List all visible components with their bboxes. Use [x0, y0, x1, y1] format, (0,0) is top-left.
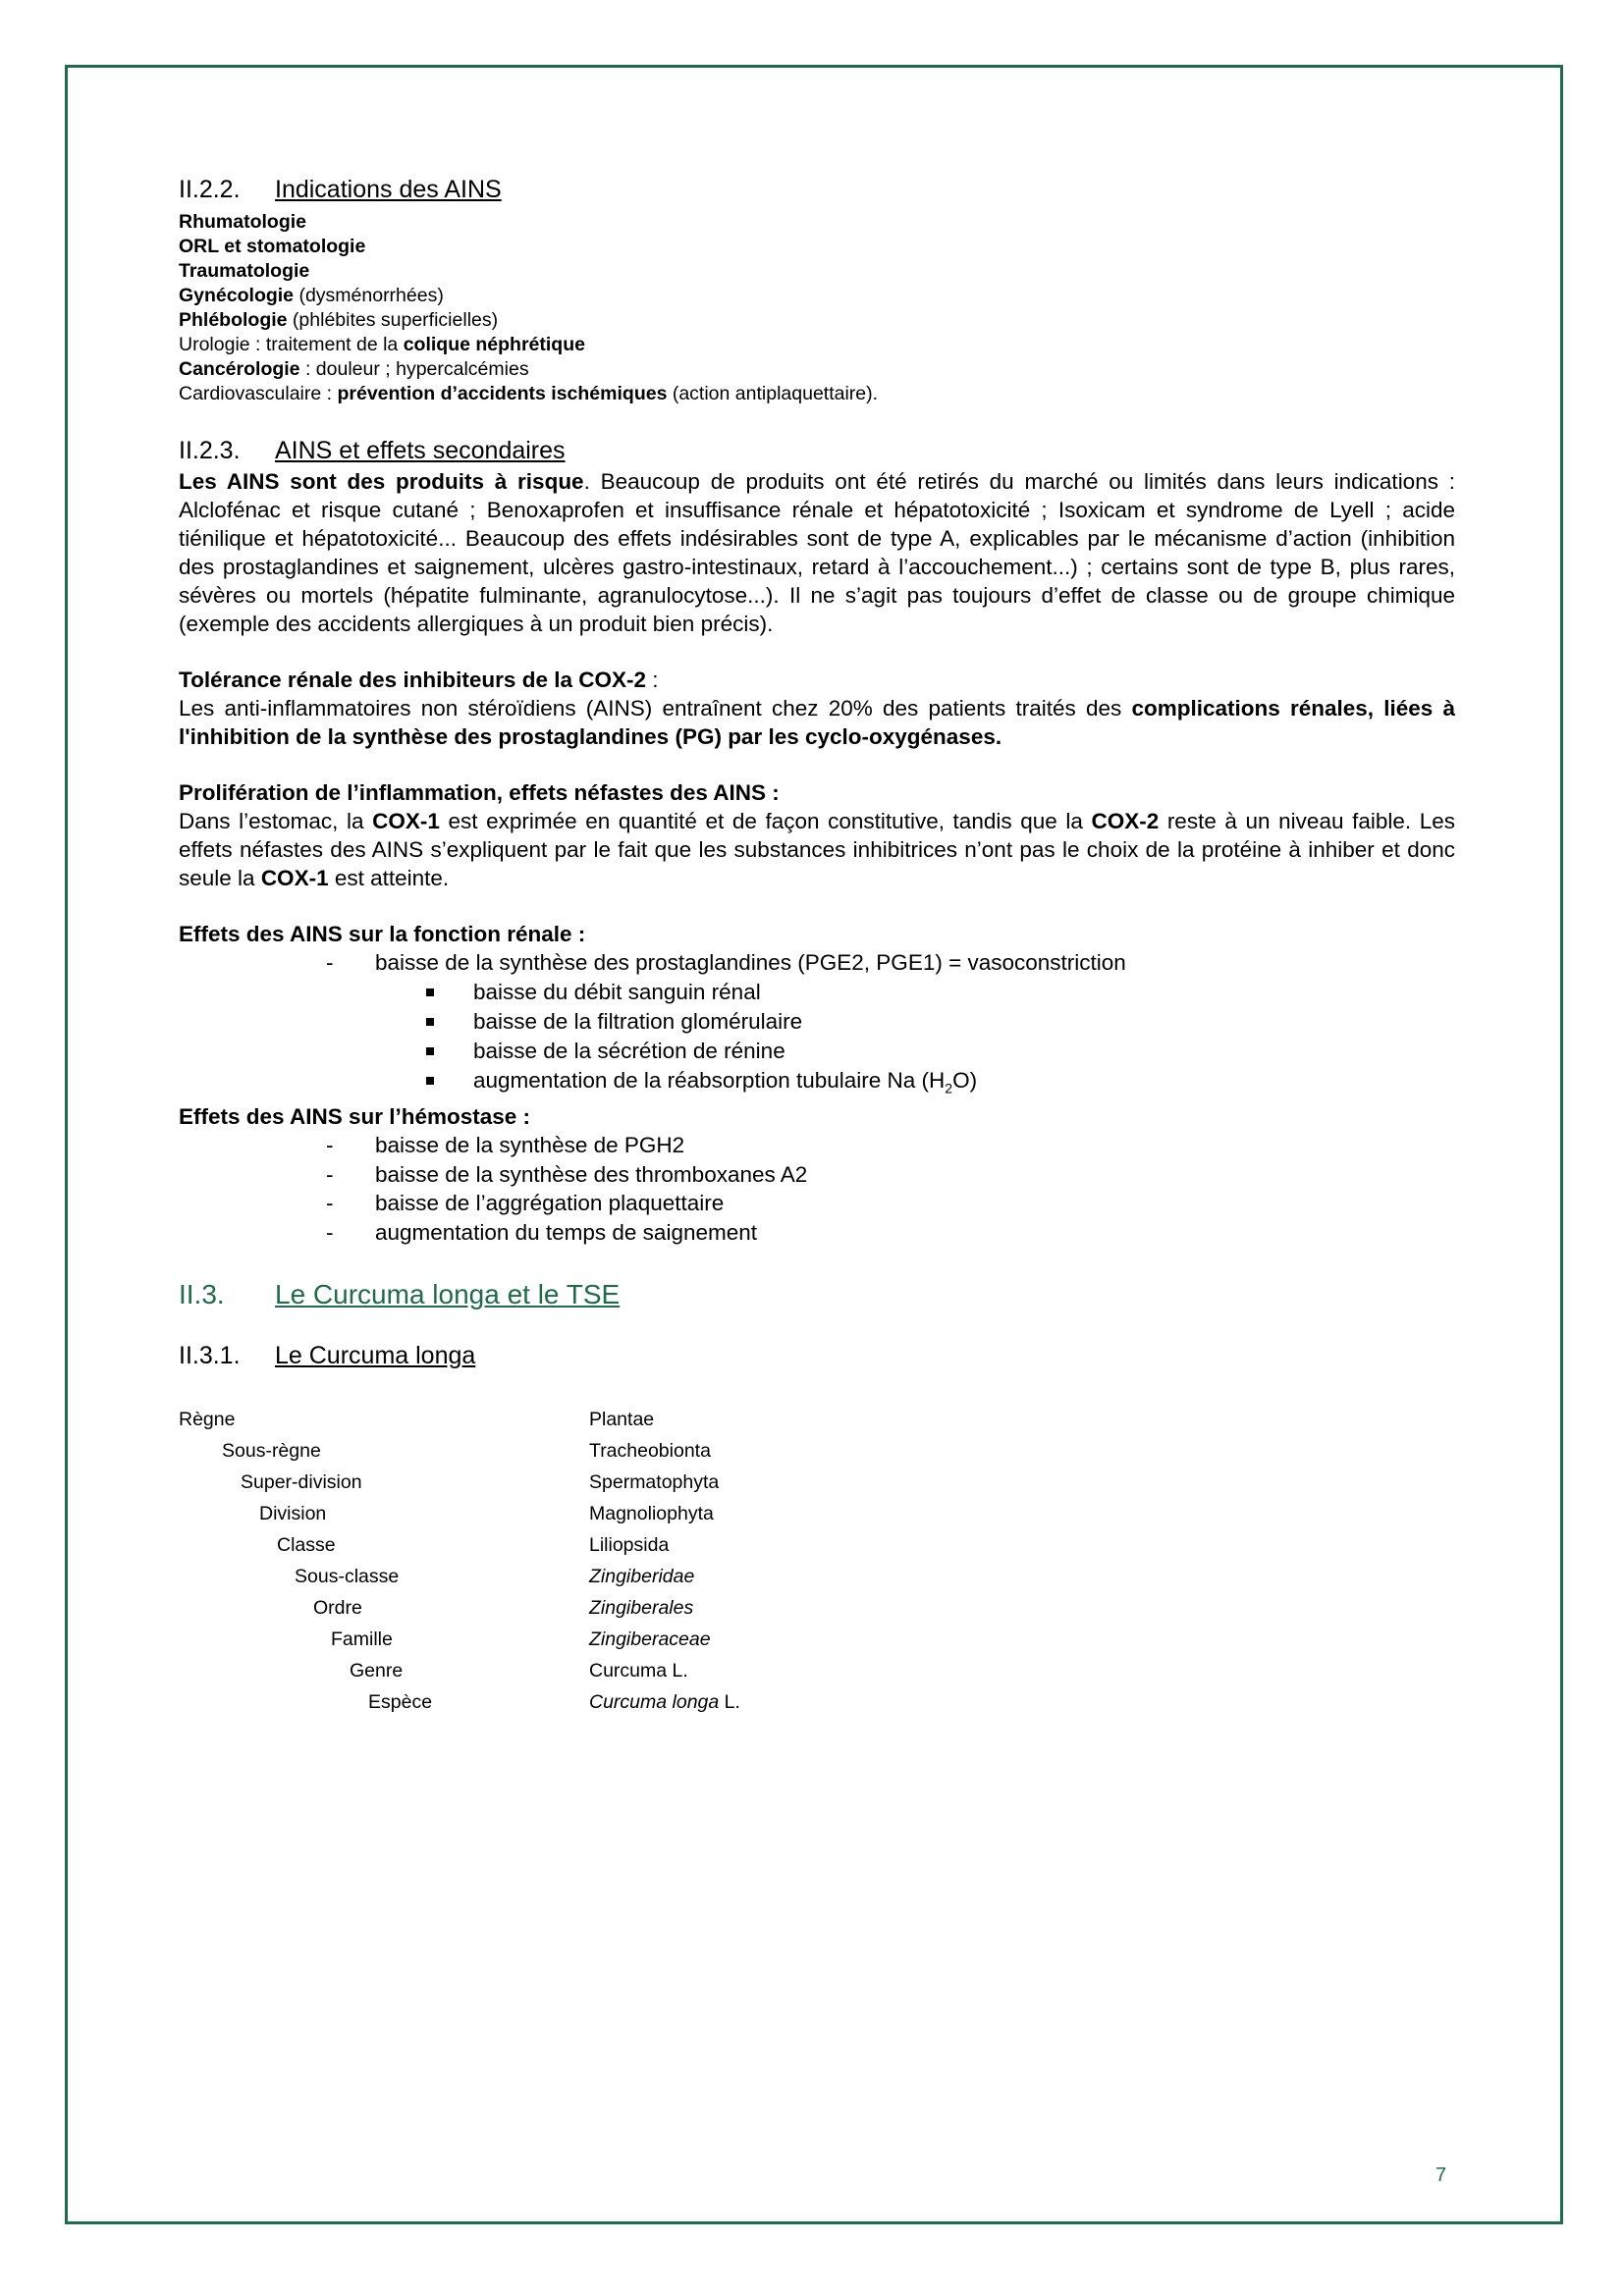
section-body — [179, 467, 1455, 948]
taxonomy-row: Sous-classe Zingiberidae — [295, 1566, 695, 1587]
list-item: - baisse de l’aggrégation plaquettaire — [326, 1191, 725, 1215]
hemostasis-list — [179, 1131, 1455, 1247]
section-heading-2-2-3: II.2.3. AINS et effets secondaires — [179, 437, 566, 464]
taxonomy-row: Famille Zingiberaceae — [331, 1629, 711, 1650]
section-heading-2-3: II.3. Le Curcuma longa et le TSE — [179, 1279, 621, 1309]
list-item: - baisse de la synthèse de PGH2 — [326, 1133, 685, 1157]
taxonomy-table — [179, 1404, 1455, 1718]
taxonomy-row: Genre Curcuma L. — [350, 1660, 688, 1682]
heading-renal-tolerance: Tolérance rénale des inhibiteurs de la COX-2 : — [179, 667, 659, 692]
indication-item: Traumatologie — [179, 260, 310, 282]
list-item: baisse du débit sanguin rénal — [179, 978, 1455, 1007]
list-item: baisse de la filtration glomérulaire — [179, 1007, 1455, 1037]
square-bullet-icon — [426, 988, 434, 996]
taxonomy-row: Super-division Spermatophyta — [241, 1471, 720, 1493]
indication-item: Rhumatologie — [179, 211, 306, 233]
paragraph-renal-tolerance: Les anti-inflammatoires non stéroïdiens (AINS) entraînent chez 20% des patients traités des complications rénales, liées à l'inhibition de la synthèse des prostaglandines (PG) par les cyclo-oxygénases. — [179, 696, 1455, 749]
taxonomy-row: Ordre Zingiberales — [313, 1597, 694, 1619]
paragraph-risk: Les AINS sont des produits à risque. Beaucoup de produits ont été retirés du marché ou limités dans leurs indications : Alclofénac et risque cutané ; Benoxaprofen et insuffisance rénale et hépatotoxicité ; Isoxicam et syndrome de Lyell ; acide tiénilique et hépatotoxicité... Beaucoup des effets indésirables sont de type A, explicables par le mécanisme d’action (inhibition des prostaglandines et saignement, ulcères gastro-intestinaux, retard à l’accouchement...) ; certains sont de type B, plus rares, sévères ou mortels (hépatite fulminante, agranulocytose...). Il ne s’agit pas toujours d’effet de classe ou de groupe chimique (exemple des accidents allergiques à un produit bien précis). — [179, 469, 1455, 636]
taxonomy-row: Règne Plantae — [179, 1409, 655, 1430]
taxonomy-row: Sous-règne Tracheobionta — [222, 1440, 711, 1462]
indication-item: Gynécologie (dysménorrhées) — [179, 285, 444, 306]
heading-renal-effects: Effets des AINS sur la fonction rénale : — [179, 922, 586, 946]
indication-item: Cancérologie : douleur ; hypercalcémies — [179, 358, 529, 380]
list-item: - augmentation du temps de saignement — [326, 1219, 758, 1245]
taxonomy-row: Classe Liliopsida — [277, 1534, 670, 1556]
heading-proliferation: Prolifération de l’inflammation, effets néfastes des AINS : — [179, 780, 780, 805]
taxonomy-row: Division Magnoliophyta — [259, 1503, 714, 1524]
indication-item: Phlébologie (phlébites superficielles) — [179, 309, 499, 331]
list-item: baisse de la sécrétion de rénine — [179, 1037, 1455, 1066]
indication-item: Urologie : traitement de la colique néphrétique — [179, 334, 585, 355]
page-content — [179, 175, 1455, 1718]
indication-item: ORL et stomatologie — [179, 236, 366, 257]
list-item: - baisse de la synthèse des prostaglandines (PGE2, PGE1) = vasoconstriction — [326, 950, 1126, 975]
section-heading-2-3-1: II.3.1. Le Curcuma longa — [179, 1342, 476, 1369]
page-number: 7 — [1435, 2164, 1447, 2186]
square-bullet-icon — [426, 1047, 434, 1055]
indications-list — [179, 210, 1455, 406]
square-bullet-icon — [426, 1018, 434, 1026]
taxonomy-row: Espèce Curcuma longa L. — [368, 1691, 740, 1713]
heading-hemostasis: Effets des AINS sur l’hémostase : — [179, 1104, 531, 1129]
list-item: augmentation de la réabsorption tubulaire Na $(H_2O)$ — [179, 1066, 1455, 1103]
square-bullet-icon — [426, 1077, 434, 1085]
renal-subeffects-list — [179, 978, 1455, 1103]
list-item: - baisse de la synthèse des thromboxanes A2 — [326, 1161, 808, 1187]
indication-item: Cardiovasculaire : prévention d’accidents ischémiques (action antiplaquettaire). — [179, 383, 879, 404]
renal-effects-list — [179, 948, 1455, 978]
paragraph-proliferation: Dans l’estomac, la COX-1 est exprimée en quantité et de façon constitutive, tandis que la COX-2 reste à un niveau faible. Les effets néfastes des AINS s’expliquent par le fait que les substances inhibitrices n’ont pas le choix de la protéine à inhiber et donc seule la COX-1 est atteinte. — [179, 809, 1455, 890]
section-heading-2-2-2: II.2.2. Indications des AINS — [179, 176, 502, 203]
